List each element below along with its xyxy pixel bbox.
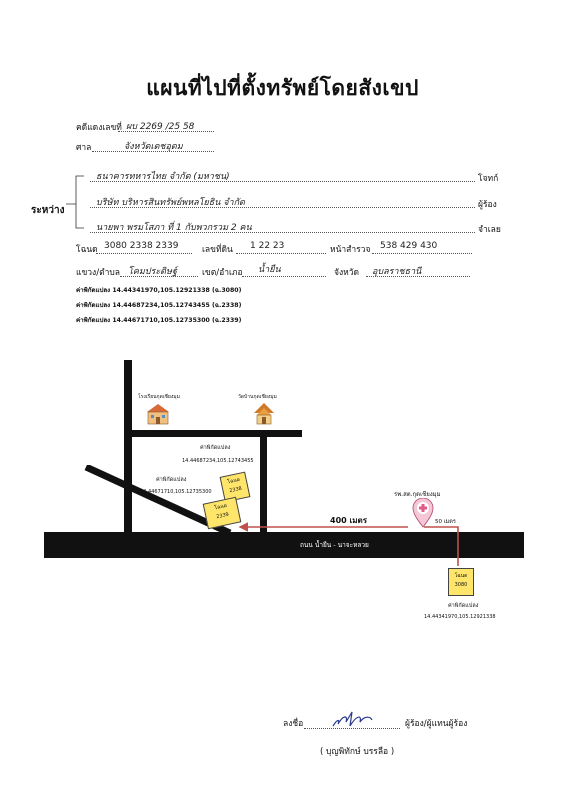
- subdistrict-value: โคมประดิษฐ์: [128, 267, 177, 277]
- title-deed-dotline: [96, 253, 192, 254]
- survey-label: หน้าสำรวจ: [330, 245, 371, 255]
- district-label: เขต/อำเภอ: [202, 268, 243, 278]
- land-no-value: 1 22 23: [250, 241, 285, 251]
- land-no-dotline: [236, 253, 326, 254]
- coordinate-2338: ค่าพิกัดแปลง 14.44687234,105.12743455 (ฉ.2338): [76, 302, 242, 309]
- deed-plot-3080: [448, 568, 474, 596]
- role-petitioner: ผู้ร้อง: [478, 200, 497, 210]
- plot-2339-label: ค่าพิกัดแปลง: [156, 477, 187, 483]
- deed-plot-3080-name: โฉนด: [454, 573, 468, 579]
- plot-2339-coord: 14.44671710,105.12735300: [140, 489, 212, 495]
- role-plaintiff: โจทก์: [478, 174, 499, 184]
- plot-3080-label: ค่าพิกัดแปลง: [448, 603, 479, 609]
- deed-plot-3080-number: 3080: [454, 582, 468, 588]
- survey-value: 538 429 430: [380, 241, 438, 251]
- province-value: อุบลราชธานี: [372, 267, 422, 277]
- page-title: แผนที่ไปที่ตั้งทรัพย์โดยสังเขป: [146, 76, 419, 100]
- survey-dotline: [372, 253, 472, 254]
- distance-short-label: 50 เมตร: [435, 519, 456, 525]
- deed-plot-2339-number: 2339: [215, 511, 230, 521]
- plot-3080-coord: 14.44341970,105.12921338: [424, 614, 496, 620]
- district-value: น้ำยืน: [258, 265, 281, 275]
- district-dotline: [242, 276, 326, 277]
- hospital-label: รพ.สต.กุดเชียงมุม: [394, 491, 441, 498]
- handwritten-signature: [330, 708, 376, 732]
- court-label: ศาล: [76, 143, 92, 153]
- province-label: จังหวัด: [334, 268, 360, 278]
- plot-2338-coord: 14.44687234,105.12743455: [182, 458, 254, 464]
- signature-label: ลงชื่อ: [283, 719, 304, 729]
- coordinate-3080: ค่าพิกัดแปลง 14.44341970,105.12921338 (ฉ.3080): [76, 287, 242, 294]
- deed-plot-2338-number: 2338: [228, 485, 243, 495]
- party-line-3: [90, 232, 475, 233]
- title-deed-label: โฉนด: [76, 245, 98, 255]
- plot-2338-label: ค่าพิกัดแปลง: [200, 445, 231, 451]
- signature-role: ผู้ร้อง/ผู้แทนผู้ร้อง: [405, 719, 468, 729]
- school-icon: [145, 402, 171, 426]
- deed-plot-2339-name: โฉนด: [213, 502, 228, 512]
- temple-icon: [252, 402, 276, 426]
- hospital-icon: [412, 498, 434, 528]
- signature-printed-name: ( บุญพิทักษ์ บรรลือ ): [320, 747, 395, 757]
- road-horizontal-upper: [124, 430, 302, 437]
- distance-main-label: 400 เมตร: [330, 516, 367, 525]
- subdistrict-label: แขวง/ตำบล: [76, 268, 120, 278]
- party-defendant: นายพา พรมโสภา ที่ 1 กับพวกรวม 2 คน: [96, 223, 252, 233]
- court-value: จังหวัดเดชอุดม: [124, 142, 183, 152]
- deed-plot-2338-name: โฉนด: [226, 476, 241, 486]
- role-defendant: จำเลย: [478, 225, 501, 235]
- party-line-2: [90, 207, 475, 208]
- coordinate-2339: ค่าพิกัดแปลง 14.44671710,105.12735300 (ฉ.2339): [76, 317, 242, 324]
- temple-label: วัดบ้านกุดเชียงมุม: [238, 394, 277, 400]
- road-main-label: ถนน น้ำยืน - นาจะหลวย: [300, 541, 369, 549]
- case-label: คดีแดงเลขที่: [76, 123, 122, 133]
- between-label: ระหว่าง: [31, 205, 65, 216]
- land-no-label: เลขที่ดิน: [202, 245, 233, 255]
- party-line-1: [90, 181, 475, 182]
- case-value: ผบ 2269 /25 58: [126, 122, 195, 132]
- party-petitioner: บริษัท บริหารสินทรัพย์พหลโยธิน จำกัด: [96, 198, 245, 208]
- party-plaintiff: ธนาคารทหารไทย จำกัด (มหาชน): [96, 172, 230, 182]
- between-bracket: [62, 172, 92, 232]
- school-label: โรงเรียนกุดเชียงมุม: [138, 394, 180, 400]
- title-deed-value: 3080 2338 2339: [104, 241, 179, 251]
